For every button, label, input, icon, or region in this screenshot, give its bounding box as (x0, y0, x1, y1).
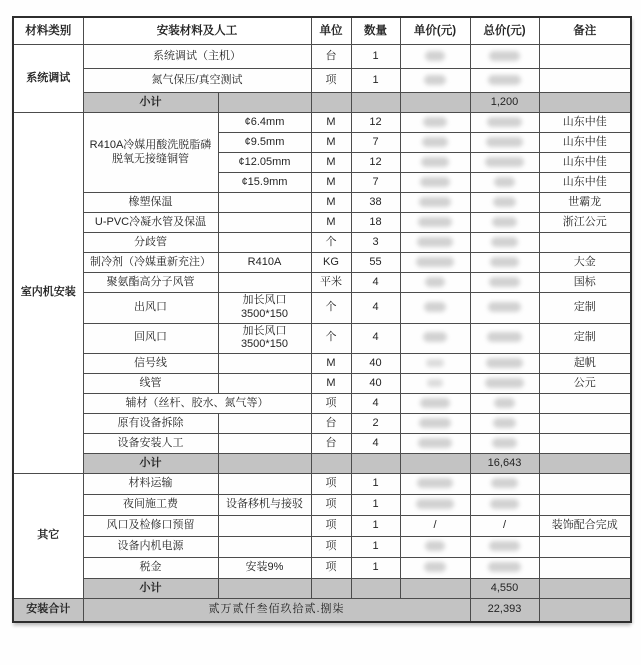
cell-total-price (470, 193, 539, 213)
cell-unit-price (400, 173, 470, 193)
cell-remark (539, 394, 631, 414)
grand-total-row (13, 599, 631, 622)
redacted-price-blob (487, 117, 522, 127)
redacted-price-blob (427, 379, 443, 387)
cell-remark: 大金 (539, 253, 631, 273)
cell-total-price (470, 213, 539, 233)
cell-unit-price (400, 434, 470, 454)
cell-remark: 山东中佳 (539, 133, 631, 153)
cell-quantity: 40 (351, 374, 400, 394)
redacted-price-blob (416, 257, 454, 267)
table-row (13, 45, 631, 69)
cell-item-name: R410A冷媒用酸洗脱脂磷脱氧无接缝铜管 (83, 113, 218, 193)
category-cell: 系统调试 (13, 45, 83, 113)
redacted-price-blob (485, 157, 524, 167)
cell-unit: 项 (311, 394, 351, 414)
cell-total-price (470, 537, 539, 558)
cell-unit-price (400, 213, 470, 233)
subtotal-spacer (400, 579, 470, 599)
cell-spec (218, 414, 311, 434)
redacted-price-blob (489, 541, 520, 551)
redacted-price-blob (425, 541, 445, 551)
category-cell: 其它 (13, 474, 83, 599)
redacted-price-blob (420, 398, 450, 408)
table-row (13, 516, 631, 537)
cell-spec (218, 434, 311, 454)
cell-total-price (470, 374, 539, 394)
cell-total-price (470, 133, 539, 153)
cell-quantity: 1 (351, 69, 400, 93)
cell-quantity: 7 (351, 133, 400, 153)
cell-spec (218, 354, 311, 374)
cell-quantity: 55 (351, 253, 400, 273)
cell-quantity: 12 (351, 153, 400, 173)
subtotal-spacer (311, 454, 351, 474)
cell-quantity: 4 (351, 273, 400, 293)
cell-unit: M (311, 153, 351, 173)
cell-total-price (470, 495, 539, 516)
redacted-price-blob (493, 197, 516, 207)
subtotal-spacer (539, 93, 631, 113)
cell-unit-price (400, 394, 470, 414)
table-row (13, 69, 631, 93)
cell-unit: 项 (311, 474, 351, 495)
cell-unit-price (400, 45, 470, 69)
table-row (13, 414, 631, 434)
cell-spec: 加长风口 3500*150 (218, 323, 311, 354)
cell-quantity: 4 (351, 434, 400, 454)
cell-item-name: 原有设备拆除 (83, 414, 218, 434)
redacted-price-blob (489, 51, 520, 61)
cell-quantity: 3 (351, 233, 400, 253)
cell-spec: ¢15.9mm (218, 173, 311, 193)
cell-quantity: 4 (351, 323, 400, 354)
subtotal-row (13, 454, 631, 474)
cell-item-name: 系统调试（主机） (83, 45, 311, 69)
redacted-price-blob (486, 137, 523, 147)
cell-total-price (470, 558, 539, 579)
cell-item-name: 回风口 (83, 323, 218, 354)
cell-unit: M (311, 193, 351, 213)
subtotal-label: 小计 (83, 454, 218, 474)
cell-remark (539, 434, 631, 454)
cell-unit: 个 (311, 293, 351, 324)
cell-item-name: 风口及检修口预留 (83, 516, 218, 537)
cell-remark (539, 558, 631, 579)
redacted-price-blob (488, 562, 521, 572)
redacted-price-blob (425, 277, 445, 287)
cell-unit-price (400, 69, 470, 93)
redacted-price-blob (416, 499, 454, 509)
redacted-price-blob (485, 378, 524, 388)
header-unit: 单位 (311, 17, 351, 45)
table-row (13, 495, 631, 516)
subtotal-row (13, 579, 631, 599)
cell-total-price (470, 354, 539, 374)
table-row (13, 354, 631, 374)
cell-quantity: 40 (351, 354, 400, 374)
cell-total-price (470, 69, 539, 93)
cell-unit-price (400, 537, 470, 558)
cell-total-price (470, 45, 539, 69)
redacted-price-blob (493, 418, 516, 428)
header-quantity: 数量 (351, 17, 400, 45)
redacted-price-blob (419, 418, 451, 428)
cell-spec: 安装9% (218, 558, 311, 579)
cell-total-price (470, 153, 539, 173)
subtotal-spacer (311, 93, 351, 113)
cell-unit: M (311, 213, 351, 233)
cell-spec (218, 474, 311, 495)
header-unit-price: 单价(元) (400, 17, 470, 45)
redacted-price-blob (418, 438, 452, 448)
table-body (13, 45, 631, 622)
redacted-price-blob (492, 438, 517, 448)
cell-unit-price (400, 153, 470, 173)
redacted-price-blob (426, 359, 444, 367)
cell-remark (539, 414, 631, 434)
redacted-price-blob (419, 197, 451, 207)
subtotal-spacer (539, 579, 631, 599)
table-row (13, 474, 631, 495)
cell-total-price (470, 233, 539, 253)
redacted-price-blob (422, 137, 448, 147)
cell-spec (218, 516, 311, 537)
cell-quantity: 1 (351, 45, 400, 69)
cell-total-price: / (470, 516, 539, 537)
cell-total-price (470, 173, 539, 193)
subtotal-total: 1,200 (470, 93, 539, 113)
cell-spec: 设备移机与接驳 (218, 495, 311, 516)
table-row (13, 434, 631, 454)
subtotal-spacer (351, 579, 400, 599)
cell-unit-price (400, 495, 470, 516)
cell-item-name: 线管 (83, 374, 218, 394)
redacted-price-blob (487, 332, 522, 342)
cell-unit-price (400, 233, 470, 253)
cell-quantity: 38 (351, 193, 400, 213)
redacted-price-blob (491, 478, 518, 488)
redacted-price-blob (424, 302, 446, 312)
cell-spec (218, 193, 311, 213)
cell-unit: 项 (311, 516, 351, 537)
subtotal-spacer (351, 454, 400, 474)
cell-quantity: 1 (351, 516, 400, 537)
header-remark: 备注 (539, 17, 631, 45)
table-row (13, 253, 631, 273)
cell-item-name: 辅材（丝杆、胶水、氮气等） (83, 394, 311, 414)
redacted-price-blob (423, 117, 447, 127)
cell-item-name: 夜间施工费 (83, 495, 218, 516)
cell-item-name: 氮气保压/真空测试 (83, 69, 311, 93)
cell-remark (539, 474, 631, 495)
cell-quantity: 4 (351, 394, 400, 414)
cell-remark: 装饰配合完成 (539, 516, 631, 537)
cell-remark: 公元 (539, 374, 631, 394)
cell-unit-price (400, 354, 470, 374)
grand-total-remark (539, 599, 631, 622)
cell-quantity: 1 (351, 474, 400, 495)
cell-unit-price (400, 273, 470, 293)
cell-remark: 定制 (539, 293, 631, 324)
redacted-price-blob (490, 499, 519, 509)
redacted-price-blob (425, 51, 445, 61)
redacted-price-blob (494, 398, 515, 408)
cell-total-price (470, 394, 539, 414)
installation-cost-table-wrap (12, 16, 632, 623)
cell-unit: 项 (311, 69, 351, 93)
cell-unit-price (400, 193, 470, 213)
redacted-price-blob (489, 277, 520, 287)
cell-unit: M (311, 173, 351, 193)
redacted-price-blob (491, 237, 518, 247)
subtotal-spacer (218, 454, 311, 474)
cell-remark: 起帆 (539, 354, 631, 374)
redacted-price-blob (488, 75, 521, 85)
subtotal-spacer (218, 93, 311, 113)
cell-quantity: 7 (351, 173, 400, 193)
cell-item-name: 出风口 (83, 293, 218, 324)
subtotal-total: 4,550 (470, 579, 539, 599)
cell-remark: 山东中佳 (539, 113, 631, 133)
cell-unit: 台 (311, 434, 351, 454)
cell-item-name: U-PVC冷凝水管及保温 (83, 213, 218, 233)
cell-spec (218, 537, 311, 558)
header-materials-labor: 安装材料及人工 (83, 17, 311, 45)
table-row (13, 113, 631, 133)
cell-remark: 浙江公元 (539, 213, 631, 233)
cell-unit: M (311, 133, 351, 153)
table-row (13, 193, 631, 213)
subtotal-label: 小计 (83, 579, 218, 599)
cell-remark (539, 537, 631, 558)
cell-total-price (470, 434, 539, 454)
redacted-price-blob (424, 75, 446, 85)
redacted-price-blob (418, 217, 452, 227)
redacted-price-blob (488, 302, 521, 312)
cell-quantity: 1 (351, 495, 400, 516)
header-row (13, 17, 631, 45)
cell-spec: ¢6.4mm (218, 113, 311, 133)
subtotal-total: 16,643 (470, 454, 539, 474)
redacted-price-blob (486, 358, 523, 368)
grand-total-label: 安装合计 (13, 599, 83, 622)
cell-unit: M (311, 354, 351, 374)
table-row (13, 293, 631, 324)
cell-spec (218, 213, 311, 233)
cell-item-name: 聚氨酯高分子风管 (83, 273, 218, 293)
cell-total-price (470, 293, 539, 324)
cell-unit-price (400, 293, 470, 324)
table-row (13, 558, 631, 579)
redacted-price-blob (490, 257, 519, 267)
cell-unit-price (400, 374, 470, 394)
table-row (13, 213, 631, 233)
cell-unit: 项 (311, 537, 351, 558)
cell-item-name: 橡塑保温 (83, 193, 218, 213)
installation-cost-table (12, 16, 632, 623)
redacted-price-blob (492, 217, 517, 227)
subtotal-spacer (539, 454, 631, 474)
subtotal-spacer (351, 93, 400, 113)
cell-unit: 台 (311, 45, 351, 69)
cell-unit-price (400, 323, 470, 354)
cell-spec: ¢9.5mm (218, 133, 311, 153)
table-row (13, 233, 631, 253)
grand-total-amount-cn: 贰万贰仟叁佰玖拾贰.捌柒 (83, 599, 470, 622)
grand-total-value: 22,393 (470, 599, 539, 622)
cell-spec (218, 273, 311, 293)
cell-quantity: 1 (351, 537, 400, 558)
cell-unit-price (400, 133, 470, 153)
cell-remark: 世霸龙 (539, 193, 631, 213)
subtotal-spacer (218, 579, 311, 599)
cell-item-name: 材料运输 (83, 474, 218, 495)
cell-total-price (470, 323, 539, 354)
subtotal-spacer (400, 454, 470, 474)
redacted-price-blob (417, 237, 453, 247)
cell-remark (539, 495, 631, 516)
cell-unit-price (400, 474, 470, 495)
table-row (13, 323, 631, 354)
cell-remark: 山东中佳 (539, 153, 631, 173)
redacted-price-blob (417, 478, 453, 488)
cell-remark (539, 45, 631, 69)
redacted-price-blob (421, 157, 449, 167)
redacted-price-blob (423, 332, 447, 342)
header-total-price: 总价(元) (470, 17, 539, 45)
cell-remark: 国标 (539, 273, 631, 293)
header-material-category: 材料类别 (13, 17, 83, 45)
cell-spec: R410A (218, 253, 311, 273)
cell-spec: 加长风口 3500*150 (218, 293, 311, 324)
cell-remark (539, 233, 631, 253)
cell-total-price (470, 474, 539, 495)
cell-unit: 平米 (311, 273, 351, 293)
cell-item-name: 设备内机电源 (83, 537, 218, 558)
cell-total-price (470, 414, 539, 434)
cell-unit: 个 (311, 323, 351, 354)
cell-unit: 个 (311, 233, 351, 253)
redacted-price-blob (494, 177, 515, 187)
cell-item-name: 分歧管 (83, 233, 218, 253)
cell-unit-price (400, 414, 470, 434)
cell-spec (218, 374, 311, 394)
cell-unit: 项 (311, 495, 351, 516)
cell-quantity: 18 (351, 213, 400, 233)
redacted-price-blob (424, 562, 446, 572)
cell-unit-price (400, 253, 470, 273)
cell-spec: ¢12.05mm (218, 153, 311, 173)
redacted-price-blob (420, 177, 450, 187)
subtotal-label: 小计 (83, 93, 218, 113)
cell-total-price (470, 273, 539, 293)
cell-total-price (470, 113, 539, 133)
subtotal-spacer (311, 579, 351, 599)
table-header (13, 17, 631, 45)
cell-unit-price: / (400, 516, 470, 537)
cell-item-name: 制冷剂（冷媒重新充注） (83, 253, 218, 273)
table-row (13, 537, 631, 558)
cell-spec (218, 233, 311, 253)
table-row (13, 273, 631, 293)
cell-unit: M (311, 374, 351, 394)
subtotal-spacer (400, 93, 470, 113)
cell-unit: KG (311, 253, 351, 273)
cell-total-price (470, 253, 539, 273)
table-row (13, 394, 631, 414)
category-cell: 室内机安装 (13, 113, 83, 474)
table-row (13, 374, 631, 394)
cell-quantity: 4 (351, 293, 400, 324)
cell-quantity: 2 (351, 414, 400, 434)
cell-item-name: 税金 (83, 558, 218, 579)
cell-quantity: 1 (351, 558, 400, 579)
cell-unit: 项 (311, 558, 351, 579)
cell-remark (539, 69, 631, 93)
cell-quantity: 12 (351, 113, 400, 133)
cell-item-name: 信号线 (83, 354, 218, 374)
cell-unit: 台 (311, 414, 351, 434)
subtotal-row (13, 93, 631, 113)
cell-unit-price (400, 558, 470, 579)
cell-remark: 定制 (539, 323, 631, 354)
cell-remark: 山东中佳 (539, 173, 631, 193)
cell-unit-price (400, 113, 470, 133)
cell-item-name: 设备安装人工 (83, 434, 218, 454)
cell-unit: M (311, 113, 351, 133)
